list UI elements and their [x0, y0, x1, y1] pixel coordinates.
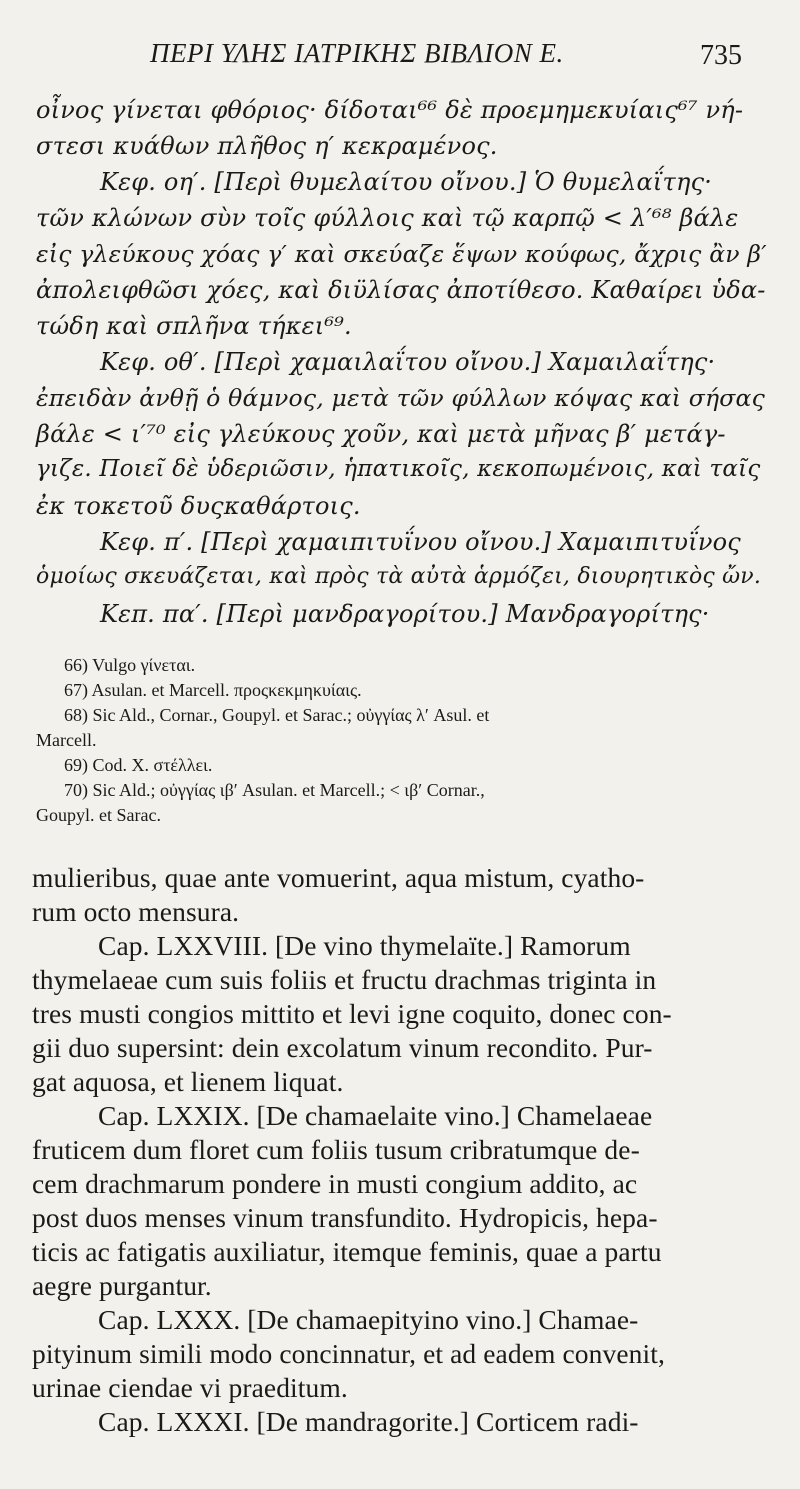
latin-line: cem drachmarum pondere in musti congium addito, ac — [32, 1168, 638, 1199]
footnote: 66) Vulgo γίνεται. — [64, 655, 196, 675]
latin-line: Cap. LXXIX. [De chamaelaite vino.] Chamelaeae — [98, 1100, 653, 1131]
latin-line: mulieribus, quae ante vomuerint, aqua mistum, cyatho- — [32, 862, 645, 893]
greek-line: βάλε < ι′⁷⁰ εἰς γλεύκους χοῦν, καὶ μετὰ μῆνας β′ μετάγ- — [36, 420, 726, 448]
greek-line: Κεπ. πα′. [Περὶ μανδραγορίτου.] Μανδραγορίτης· — [100, 600, 710, 628]
latin-line: Cap. LXXVIII. [De vino thymelaïte.] Ramorum — [98, 930, 631, 961]
greek-line: Κεφ. π′. [Περὶ χαμαιπιτυΐνου οἴνου.] Χαμαιπιτυΐνος — [100, 528, 741, 556]
page-number: 735 — [700, 40, 742, 71]
latin-line: gii duo supersint: dein excolatum vinum recondito. Pur- — [32, 1032, 653, 1063]
latin-line: ticis ac fatigatis auxiliatur, itemque feminis, quae a partu — [32, 1236, 662, 1267]
latin-line: aegre purgantur. — [32, 1270, 212, 1301]
footnote: Goupyl. et Sarac. — [36, 805, 161, 825]
latin-line: urinae ciendae vi praeditum. — [32, 1372, 348, 1403]
greek-line: Κεφ. οη′. [Περὶ θυμελαίτου οἴνου.] Ὁ θυμελαΐτης· — [100, 168, 713, 196]
running-head: ΠΕΡΙ ΥΛΗΣ ΙΑΤΡΙΚΗΣ ΒΙΒΛΙΟΝ Ε. — [150, 38, 564, 68]
latin-line: gat aquosa, et lienem liquat. — [32, 1066, 344, 1097]
footnote: 68) Sic Ald., Cornar., Goupyl. et Sarac.; οὐγγίας λ′ Asul. et — [64, 705, 490, 725]
greek-line: στεσι κυάθων πλῆθος η′ κεκραμένος. — [36, 132, 498, 160]
greek-line: οἶνος γίνεται φθόριος· δίδοται⁶⁶ δὲ προεμημεκυίαις⁶⁷ νή- — [36, 96, 744, 124]
latin-line: Cap. LXXXI. [De mandragorite.] Corticem radi- — [98, 1406, 639, 1437]
latin-line: pityinum simili modo concinnatur, et ad eadem convenit, — [32, 1338, 665, 1369]
footnote: 70) Sic Ald.; οὐγγίας ιβ′ Asulan. et Marcell.; < ιβ′ Cornar., — [64, 780, 485, 800]
latin-line: thymelaeae cum suis foliis et fructu drachmas triginta in — [32, 964, 657, 995]
greek-line: ἐκ τοκετοῦ δυςκαθάρτοις. — [36, 492, 361, 520]
greek-line: γιζε. Ποιεῖ δὲ ὑδεριῶσιν, ἡπατικοῖς, κεκοπωμένοις, καὶ ταῖς — [36, 456, 761, 482]
footnote: 69) Cod. X. στέλλει. — [64, 755, 213, 775]
latin-line: tres musti congios mittito et levi igne coquito, donec con- — [32, 998, 672, 1029]
footnote: Marcell. — [36, 730, 97, 750]
latin-line: fruticem dum floret cum foliis tusum cribratumque de- — [32, 1134, 640, 1165]
footnote: 67) Asulan. et Marcell. προςκεκμηκυίαις. — [64, 680, 362, 700]
greek-line: ἀπολειφθῶσι χόες, καὶ διϋλίσας ἀποτίθεσο. Καθαίρει ὑδα- — [36, 276, 766, 304]
greek-line: εἰς γλεύκους χόας γ′ καὶ σκεύαζε ἕψων κούφως, ἄχρις ἂν β′ — [36, 240, 767, 268]
greek-line: ὁμοίως σκευάζεται, καὶ πρὸς τὰ αὐτὰ ἁρμόζει, διουρητικὸς ὤν. — [36, 564, 762, 589]
greek-line: Κεφ. οθ′. [Περὶ χαμαιλαΐτου οἴνου.] Χαμαιλαΐτης· — [100, 348, 716, 376]
latin-line: Cap. LXXX. [De chamaepityino vino.] Chamae- — [98, 1304, 639, 1335]
greek-line: τῶν κλώνων σὺν τοῖς φύλλοις καὶ τῷ καρπῷ < λ′⁶⁸ βάλε — [36, 204, 739, 232]
latin-line: rum octo mensura. — [32, 896, 240, 927]
latin-line: post duos menses vinum transfundito. Hydropicis, hepa- — [32, 1202, 658, 1233]
greek-line: ἐπειδὰν ἀνθῇ ὁ θάμνος, μετὰ τῶν φύλλων κόψας καὶ σήσας — [36, 384, 765, 412]
greek-line: τώδη καὶ σπλῆνα τήκει⁶⁹. — [36, 312, 352, 340]
